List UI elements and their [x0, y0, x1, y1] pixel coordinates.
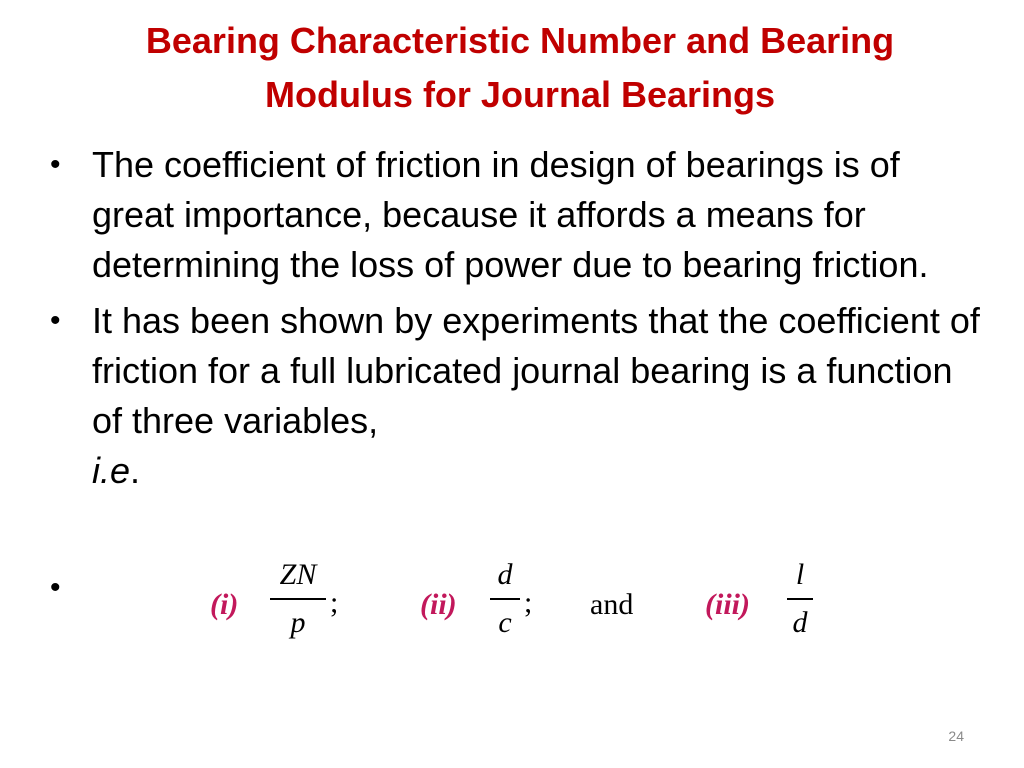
bullet-text: It has been shown by experiments that the coefficient of friction for a full lubricated journal bearing is a function of three variables,: [92, 300, 980, 441]
slide-title-line-2: Modulus for Journal Bearings: [264, 74, 776, 115]
formula-separator: ;: [330, 586, 339, 619]
slide-title: [60, 14, 980, 122]
bullet-emphasis: i.e: [92, 450, 131, 491]
fraction-bar: [787, 598, 813, 600]
bullet-item-friction-importance: [50, 140, 980, 290]
bullet-item-three-variables: [50, 296, 980, 496]
bullet-suffix: .: [130, 450, 141, 491]
fraction-denominator: p: [290, 606, 306, 639]
bullet-text: The coefficient of friction in design of bearings is of great importance, because it affords a means for determining the loss of power due to bearing friction.: [92, 144, 929, 285]
fraction-numerator: ZN: [279, 558, 317, 591]
bullet-dot-icon: •: [50, 571, 61, 604]
fraction-d-over-c: [490, 556, 520, 642]
fraction-bar: [490, 598, 520, 600]
fraction-denominator: c: [498, 606, 512, 639]
bullet-list: [50, 140, 980, 496]
fraction-l-over-d: [787, 556, 813, 642]
formula-label-i: (i): [210, 588, 239, 621]
bullet-item-formula: [50, 560, 61, 613]
formula-label-ii: (ii): [420, 588, 457, 621]
formula-and-word: and: [590, 588, 634, 621]
fraction-denominator: d: [792, 606, 808, 639]
fraction-zn-over-p: [270, 556, 326, 642]
fraction-numerator: l: [795, 558, 805, 591]
page-number: 24: [948, 728, 964, 744]
slide-title-line-1: Bearing Characteristic Number and Bearing: [145, 20, 895, 61]
fraction-numerator: d: [497, 558, 513, 591]
formula-separator: ;: [524, 586, 533, 619]
formula-label-iii: (iii): [705, 588, 750, 621]
fraction-bar: [270, 598, 326, 600]
bullet-dot-icon: •: [50, 304, 61, 337]
bullet-dot-icon: •: [50, 148, 61, 181]
